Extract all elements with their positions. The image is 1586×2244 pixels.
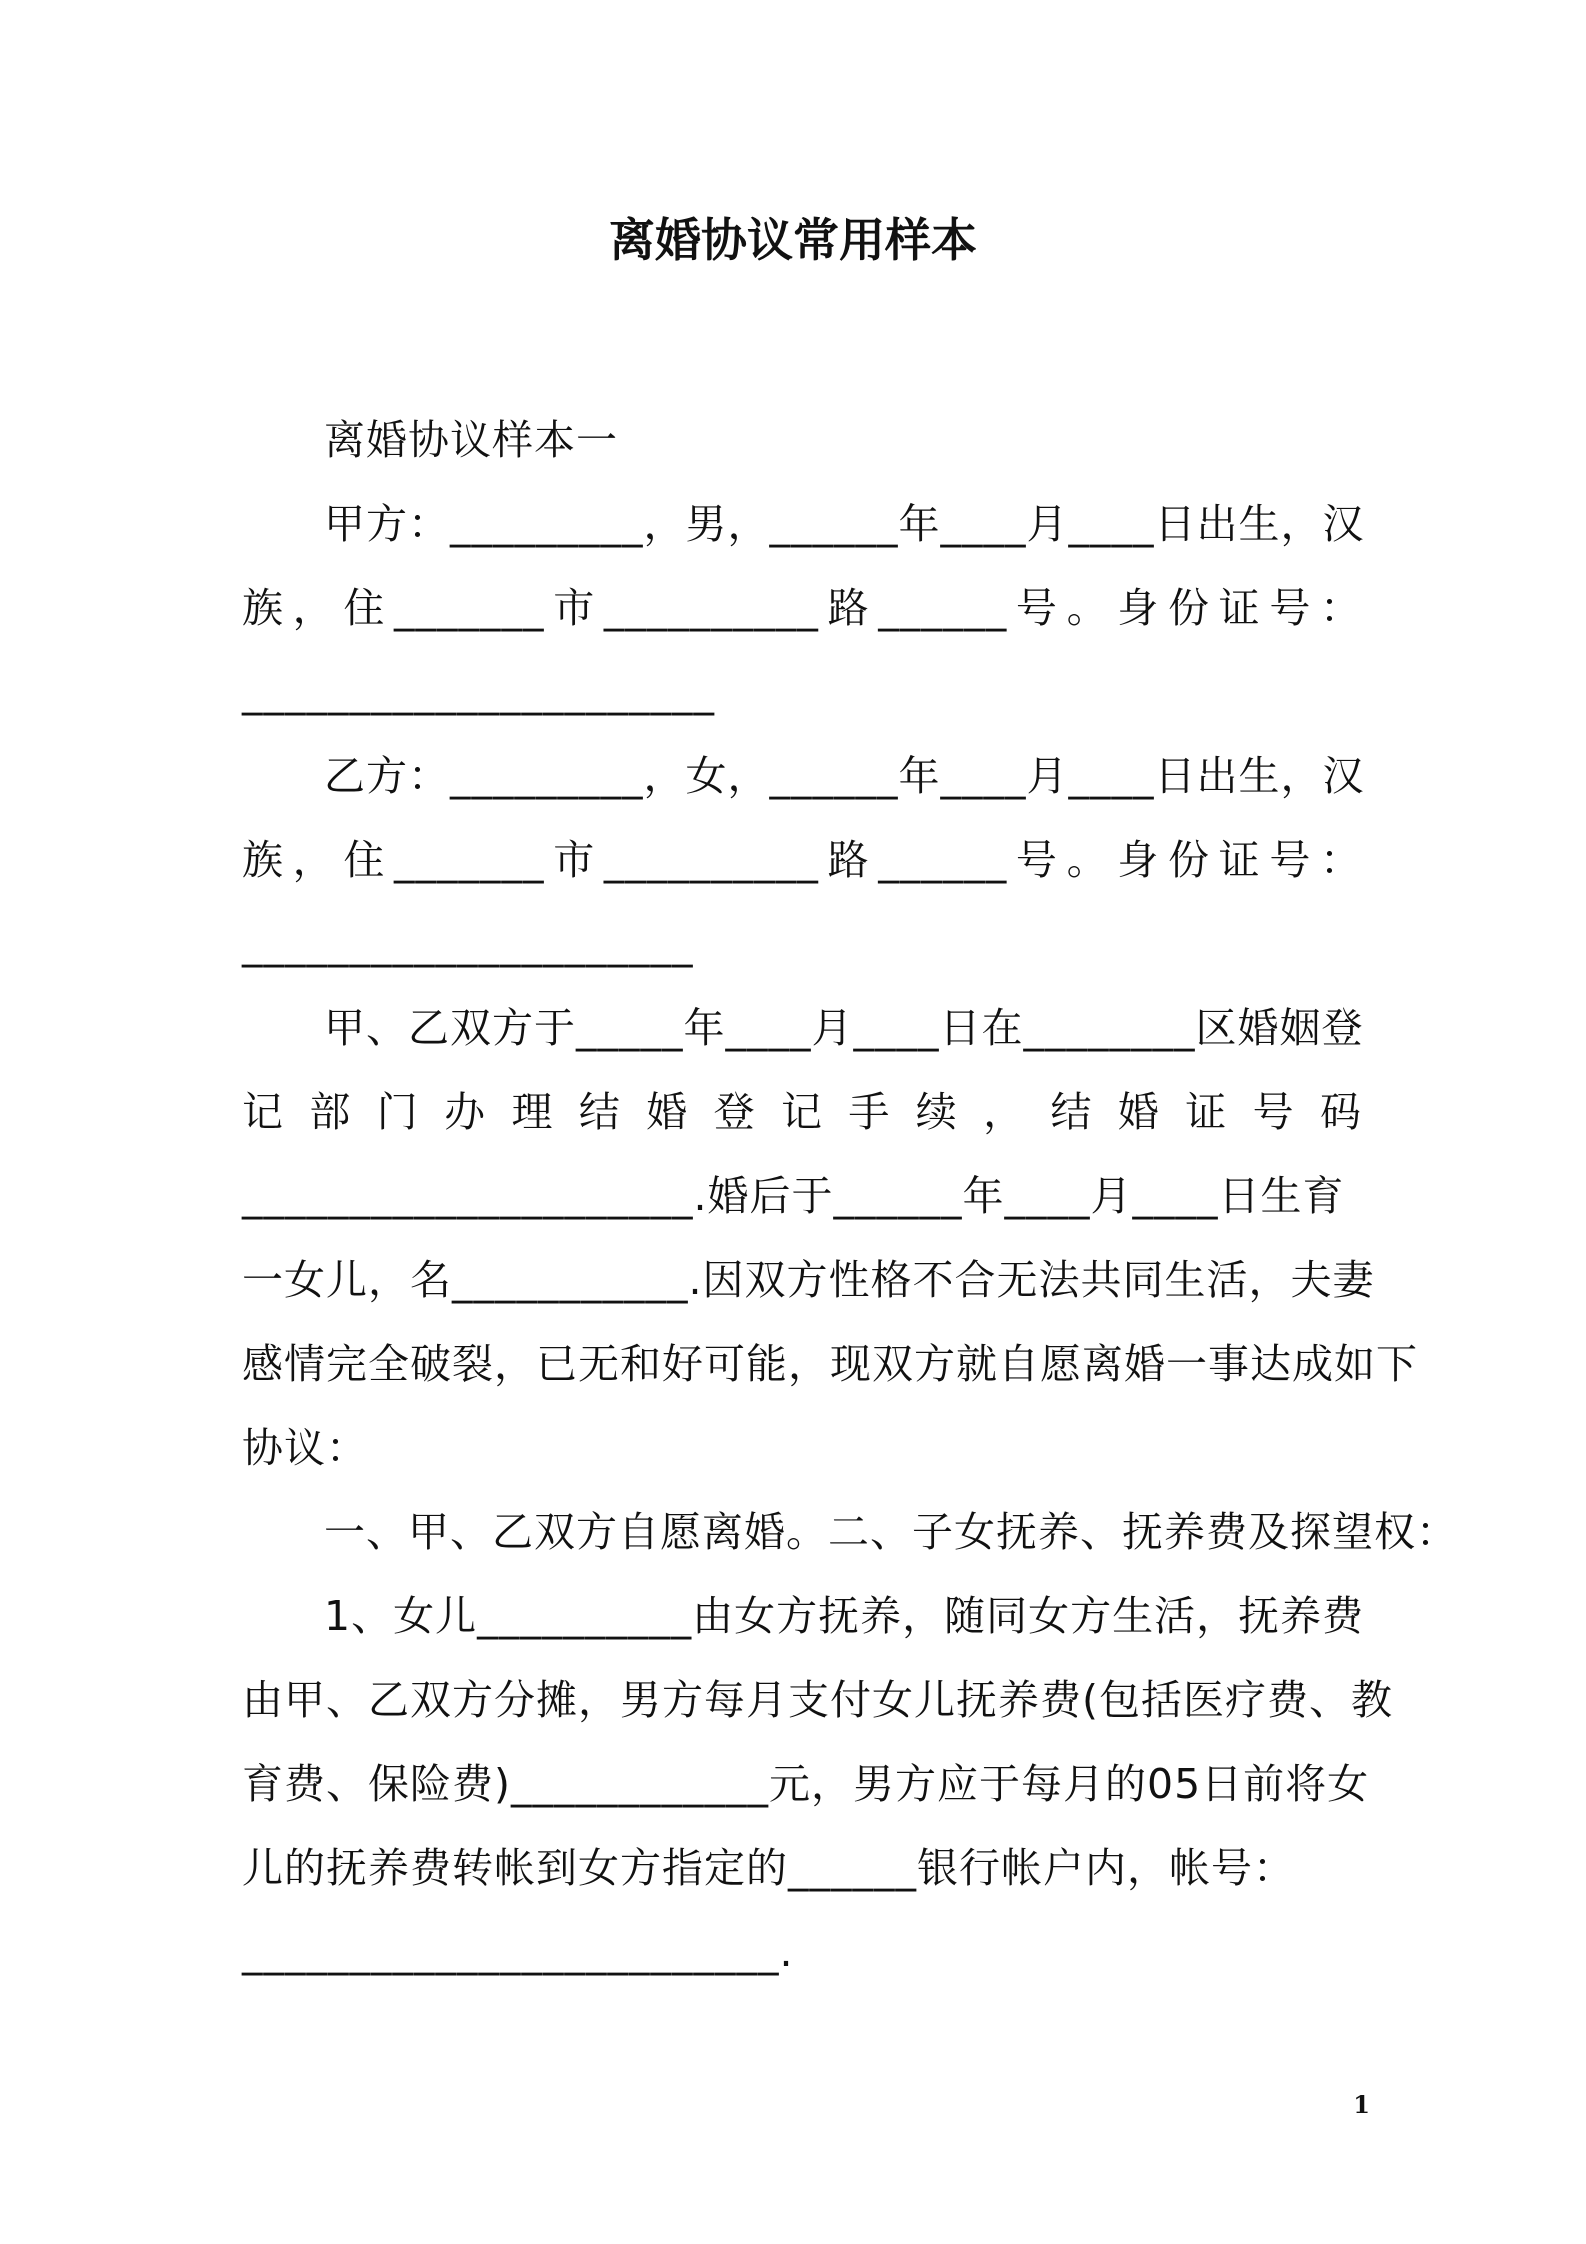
text-line: 甲、乙双方于_____年____月____日在________区婚姻登 — [324, 1004, 1364, 1052]
text-line: 乙方：_________，女，______年____月____日出生，汉 — [324, 752, 1365, 800]
text-line: 协议： — [242, 1424, 368, 1472]
page-number: 1 — [1353, 2090, 1370, 2119]
text-line: 一女儿，名___________.因双方性格不合无法共同生活，夫妻 — [242, 1256, 1375, 1304]
text-line: _____________________ — [242, 920, 694, 968]
text-line: 族，住_______市__________路______号。身份证号： — [242, 836, 1362, 884]
text-line: 由甲、乙双方分摊，男方每月支付女儿抚养费(包括医疗费、教 — [242, 1676, 1393, 1724]
text-line: 儿的抚养费转帐到女方指定的______银行帐户内，帐号： — [242, 1844, 1295, 1892]
sample-heading: 离婚协议样本一 — [324, 416, 618, 464]
text-line: 族，住_______市__________路______号。身份证号： — [242, 584, 1362, 632]
text-line: ______________________ — [242, 668, 715, 716]
text-line: 一、甲、乙双方自愿离婚。二、子女抚养、抚养费及探望权： — [324, 1508, 1458, 1556]
text-line: 育费、保险费)____________元，男方应于每月的05日前将女 — [242, 1760, 1370, 1808]
text-line: _________________________. — [242, 1928, 794, 1976]
text-line: 记部门办理结婚登记手续，结婚证号码 — [242, 1088, 1362, 1136]
document-title: 离婚协议常用样本 — [609, 213, 977, 267]
text-line: 1、女儿__________由女方抚养，随同女方生活，抚养费 — [324, 1592, 1365, 1640]
text-line: 感情完全破裂，已无和好可能，现双方就自愿离婚一事达成如下 — [242, 1340, 1418, 1388]
text-line: 甲方：_________，男，______年____月____日出生，汉 — [324, 500, 1365, 548]
text-line: _____________________.婚后于______年____月____日生育 — [242, 1172, 1345, 1220]
